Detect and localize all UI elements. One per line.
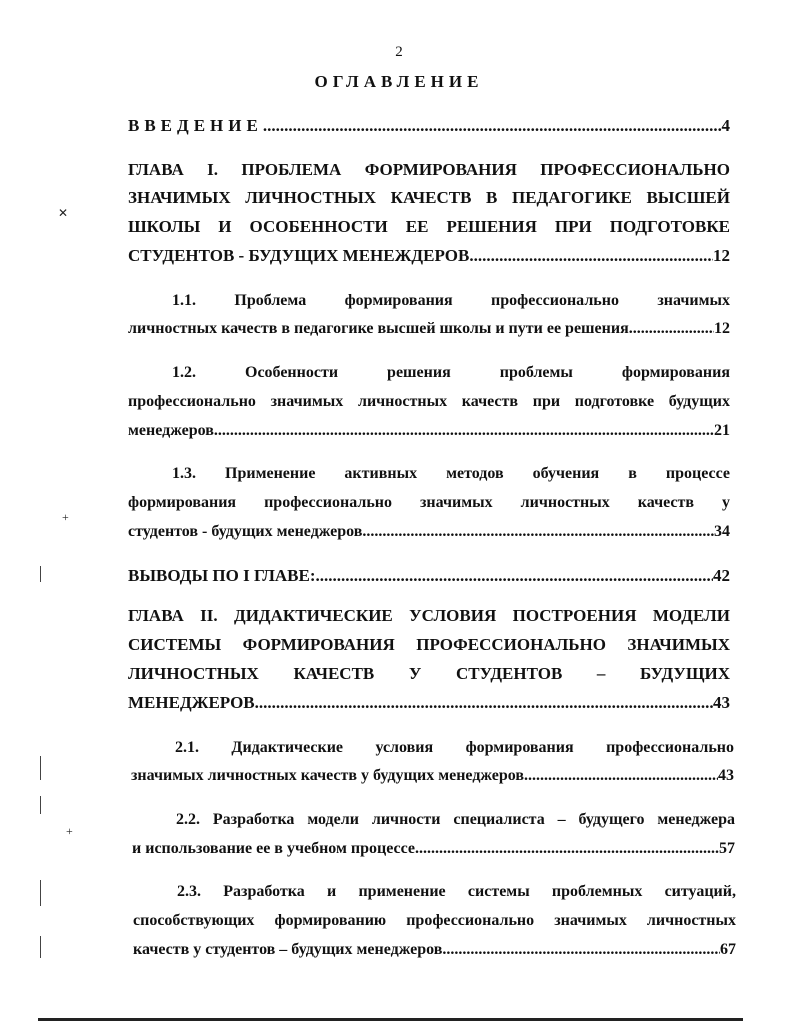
toc-entry-conclusions[interactable] bbox=[128, 566, 730, 586]
dot-leader bbox=[415, 839, 719, 859]
chapter2-line1: ГЛАВА II. ДИДАКТИЧЕСКИЕ УСЛОВИЯ ПОСТРОЕНИЯ МОДЕЛИ bbox=[128, 606, 730, 625]
scan-margin-line bbox=[40, 880, 41, 906]
toc-title: ОГЛАВЛЕНИЕ bbox=[314, 72, 484, 91]
s21-line2: значимых личностных качеств у будущих менеджеров bbox=[131, 767, 525, 784]
chapter1-line3: ШКОЛЫ И ОСОБЕННОСТИ ЕЕ РЕШЕНИЯ ПРИ ПОДГОТОВКЕ bbox=[128, 217, 730, 236]
chapter2-line2: СИСТЕМЫ ФОРМИРОВАНИЯ ПРОФЕССИОНАЛЬНО ЗНАЧИМЫХ bbox=[128, 635, 730, 654]
scan-margin-line bbox=[40, 756, 41, 780]
s12-page: 21 bbox=[714, 422, 730, 439]
s22-page: 57 bbox=[719, 840, 735, 857]
dot-leader bbox=[524, 766, 718, 786]
dot-leader bbox=[442, 940, 720, 960]
chapter2-page: 43 bbox=[713, 693, 730, 712]
chapter2-line4: МЕНЕДЖЕРОВ bbox=[128, 693, 255, 712]
s13-line3: студентов - будущих менеджеров bbox=[128, 523, 363, 540]
s11-page: 12 bbox=[714, 320, 730, 337]
toc-entry-2-3[interactable] bbox=[133, 940, 736, 960]
toc-entry-chapter1[interactable] bbox=[128, 246, 730, 266]
scan-margin-line bbox=[40, 566, 41, 582]
intro-page: 4 bbox=[721, 116, 730, 135]
s13-line2: формирования профессионально значимых личностных качеств у bbox=[128, 494, 730, 511]
dot-leader bbox=[214, 421, 714, 441]
s22-line1: 2.2. Разработка модели личности специалиста – будущего менеджера bbox=[176, 811, 735, 828]
s11-line2: личностных качеств в педагогике высшей школы и пути ее решения. bbox=[128, 320, 633, 337]
s11-line1: 1.1. Проблема формирования профессионально значимых bbox=[172, 292, 730, 309]
chapter1-line2: ЗНАЧИМЫХ ЛИЧНОСТНЫХ КАЧЕСТВ В ПЕДАГОГИКЕ ВЫСШЕЙ bbox=[128, 188, 730, 207]
scan-margin-line bbox=[40, 796, 41, 814]
dot-leader bbox=[362, 522, 714, 542]
s13-page: 34 bbox=[714, 523, 730, 540]
toc-entry-2-1[interactable] bbox=[131, 766, 734, 786]
chapter1-line4: СТУДЕНТОВ - БУДУЩИХ МЕНЕЖДЕРОВ bbox=[128, 246, 470, 265]
s23-line2: способствующих формированию профессионально значимых личностных bbox=[133, 912, 736, 929]
s12-line3: менеджеров bbox=[128, 422, 214, 439]
toc-entry-1-1[interactable] bbox=[128, 319, 730, 339]
s23-line3: качеств у студентов – будущих менеджеров bbox=[133, 941, 443, 958]
dot-leader bbox=[255, 693, 713, 713]
conclusions-label: ВЫВОДЫ ПО I ГЛАВЕ: bbox=[128, 566, 316, 585]
scan-margin-line bbox=[40, 936, 41, 958]
toc-entry-2-2[interactable] bbox=[132, 839, 735, 859]
toc-entry-chapter2[interactable] bbox=[128, 693, 730, 713]
page-number: 2 bbox=[395, 44, 403, 60]
scan-bottom-edge bbox=[38, 1018, 743, 1021]
s12-line1: 1.2. Особенности решения проблемы формирования bbox=[172, 364, 730, 381]
chapter1-line1: ГЛАВА I. ПРОБЛЕМА ФОРМИРОВАНИЯ ПРОФЕССИОНАЛЬНО bbox=[128, 160, 730, 179]
s12-line2: профессионально значимых личностных качеств при подготовке будущих bbox=[128, 393, 730, 410]
toc-entry-1-2[interactable] bbox=[128, 421, 730, 441]
chapter2-line3: ЛИЧНОСТНЫХ КАЧЕСТВ У СТУДЕНТОВ – БУДУЩИХ bbox=[128, 664, 730, 683]
scan-mark: ✕ bbox=[58, 206, 69, 220]
conclusions-page: 42 bbox=[713, 566, 730, 585]
chapter1-page: 12 bbox=[713, 246, 730, 265]
s23-page: 67 bbox=[720, 941, 736, 958]
s23-line1: 2.3. Разработка и применение системы проблемных ситуаций, bbox=[177, 883, 736, 900]
s21-page: 43 bbox=[718, 767, 734, 784]
toc-entry-intro[interactable] bbox=[128, 116, 730, 136]
s13-line1: 1.3. Применение активных методов обучения в процессе bbox=[172, 465, 730, 482]
scan-mark: + bbox=[62, 510, 69, 524]
dot-leader bbox=[469, 246, 713, 266]
dot-leader bbox=[263, 116, 722, 136]
toc-entry-1-3[interactable] bbox=[128, 522, 730, 542]
s21-line1: 2.1. Дидактические условия формирования профессионально bbox=[175, 739, 734, 756]
dot-leader bbox=[633, 319, 714, 339]
scan-mark: + bbox=[66, 824, 73, 838]
s22-line2: и использование ее в учебном процессе bbox=[132, 840, 416, 857]
intro-label: ВВЕДЕНИЕ bbox=[128, 116, 263, 135]
dot-leader bbox=[315, 566, 713, 586]
